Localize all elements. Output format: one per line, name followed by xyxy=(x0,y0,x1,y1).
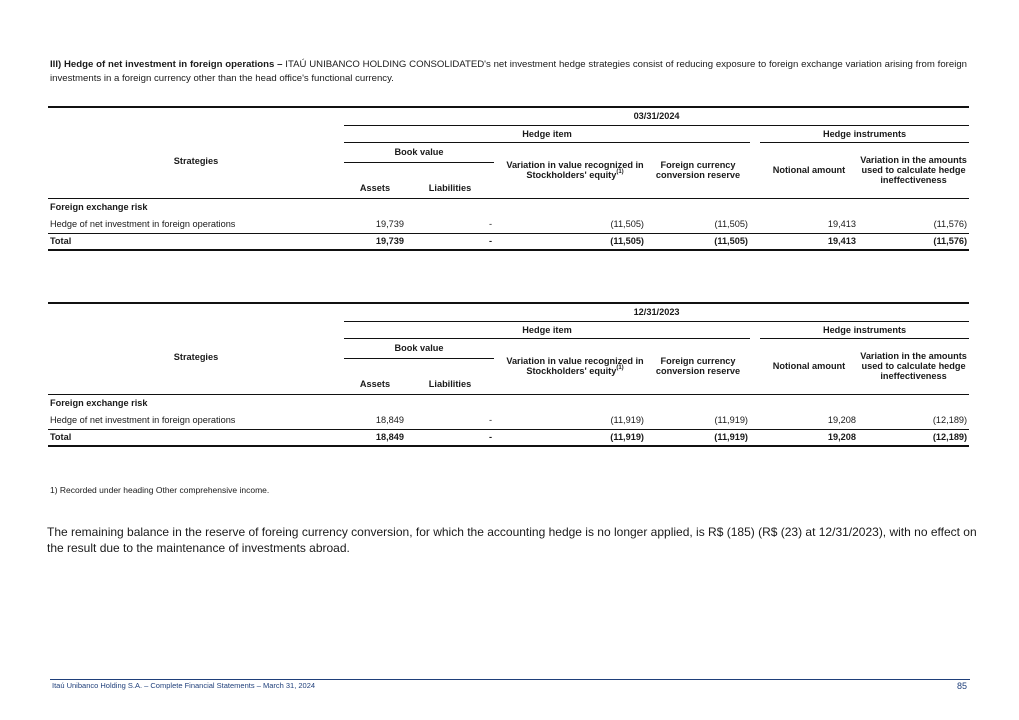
section-label: Foreign exchange risk xyxy=(48,394,344,412)
hedge-item-header: Hedge item xyxy=(344,125,750,142)
liabilities-value: - xyxy=(488,219,492,230)
footer-divider xyxy=(50,679,970,680)
book-value-header: Book value xyxy=(344,142,494,162)
hedge-instruments-header: Hedge instruments xyxy=(760,125,969,142)
assets-header: Assets xyxy=(359,378,391,389)
total-reserve: (11,505) xyxy=(646,233,750,250)
total-label: Total xyxy=(48,233,344,250)
total-reserve: (11,919) xyxy=(646,429,750,446)
total-ineff: (11,576) xyxy=(858,233,969,250)
assets-value: 18,849 xyxy=(375,415,404,426)
reserve-value: (11,505) xyxy=(714,219,748,230)
table-date: 12/31/2023 xyxy=(344,303,969,321)
strategies-header: Strategies xyxy=(173,156,219,167)
section-label: Foreign exchange risk xyxy=(48,198,344,216)
variation-value: (11,505) xyxy=(610,219,644,230)
closing-paragraph: The remaining balance in the reserve of foreing currency conversion, for which the accounting hedge is no longer applied, is R$ (185) (R$ (23) at 12/31/2023), with no effect on the result due to the maintenance of investments abroad. xyxy=(47,525,977,555)
intro-paragraph xyxy=(50,58,967,86)
assets-value: 19,739 xyxy=(375,219,404,230)
table-row xyxy=(48,412,969,429)
hedge-instruments-header: Hedge instruments xyxy=(760,321,969,338)
variation-header: Variation in value recognized in Stockholders' equity$^{(1)}$ xyxy=(506,160,644,180)
intro-heading: III) Hedge of net investment in foreign operations – xyxy=(50,59,283,70)
total-variation: (11,919) xyxy=(504,429,646,446)
intro-text: ITAÚ UNIBANCO HOLDING CONSOLIDATED's net investment hedge strategies consist of reducing exposure to foreign exchange variation arising from foreign investments in a foreign currency other than the head office's functional currency. xyxy=(50,59,967,84)
reserve-value: (11,919) xyxy=(714,415,748,426)
hedge-table-2024 xyxy=(48,106,969,251)
assets-header: Assets xyxy=(359,182,391,193)
total-row xyxy=(48,233,969,250)
total-notional: 19,208 xyxy=(760,429,858,446)
fc-reserve-header: Foreign currency conversion reserve xyxy=(655,356,741,376)
ineff-value: (12,189) xyxy=(932,415,968,426)
total-assets: 18,849 xyxy=(344,429,406,446)
notional-value: 19,208 xyxy=(827,415,856,426)
page-number: 85 xyxy=(956,681,967,691)
notional-header: Notional amount xyxy=(772,165,846,175)
row-label: Hedge of net investment in foreign operations xyxy=(50,219,236,230)
total-liabilities: - xyxy=(406,233,494,250)
ineff-value: (11,576) xyxy=(933,219,968,230)
strategies-header: Strategies xyxy=(173,352,219,363)
footer-company-text: Itaú Unibanco Holding S.A. – Complete Financial Statements – March 31, 2024 xyxy=(52,681,316,690)
total-variation: (11,505) xyxy=(504,233,646,250)
hedge-item-header: Hedge item xyxy=(344,321,750,338)
ineffectiveness-header: Variation in the amounts used to calculate hedge ineffectiveness xyxy=(860,351,967,381)
total-label: Total xyxy=(48,429,344,446)
ineffectiveness-header: Variation in the amounts used to calculate hedge ineffectiveness xyxy=(860,155,967,185)
total-notional: 19,413 xyxy=(760,233,858,250)
total-liabilities: - xyxy=(406,429,494,446)
variation-header: Variation in value recognized in Stockholders' equity$^{(1)}$ xyxy=(506,356,644,376)
total-row xyxy=(48,429,969,446)
fc-reserve-header: Foreign currency conversion reserve xyxy=(655,160,741,180)
table-row xyxy=(48,216,969,233)
book-value-header: Book value xyxy=(344,338,494,358)
liabilities-header: Liabilities xyxy=(428,378,472,389)
total-assets: 19,739 xyxy=(344,233,406,250)
notional-header: Notional amount xyxy=(772,361,846,371)
footnote: 1) Recorded under heading Other comprehensive income. xyxy=(50,485,270,495)
liabilities-header: Liabilities xyxy=(428,182,472,193)
variation-value: (11,919) xyxy=(610,415,644,426)
notional-value: 19,413 xyxy=(827,219,856,230)
row-label: Hedge of net investment in foreign operations xyxy=(50,415,236,426)
hedge-table-2023 xyxy=(48,302,969,447)
total-ineff: (12,189) xyxy=(858,429,969,446)
liabilities-value: - xyxy=(488,415,492,426)
table-date: 03/31/2024 xyxy=(344,107,969,125)
